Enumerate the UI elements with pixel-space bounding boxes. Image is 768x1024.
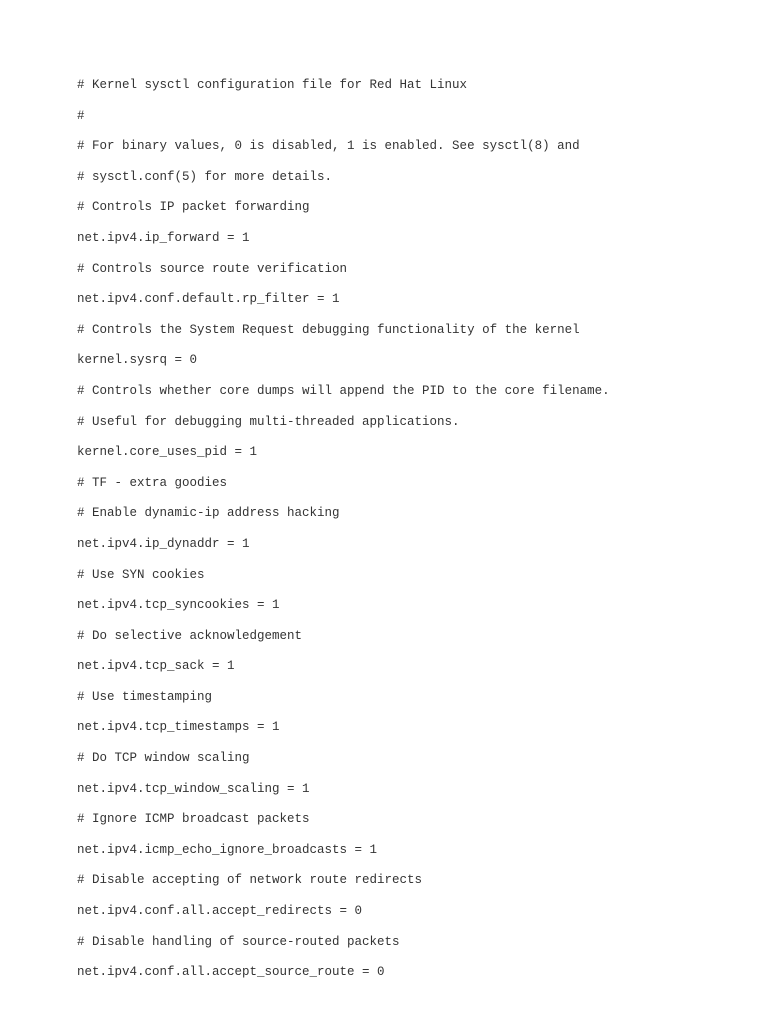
setting-line: net.ipv4.conf.all.accept_source_route = 0 bbox=[77, 965, 385, 980]
setting-line: net.ipv4.tcp_timestamps = 1 bbox=[77, 720, 280, 735]
setting-line: net.ipv4.conf.default.rp_filter = 1 bbox=[77, 292, 340, 307]
comment-line: # Controls IP packet forwarding bbox=[77, 200, 310, 215]
comment-line: # Disable handling of source-routed packets bbox=[77, 934, 400, 949]
setting-line: net.ipv4.tcp_syncookies = 1 bbox=[77, 598, 280, 613]
comment-line: # Kernel sysctl configuration file for Red Hat Linux bbox=[77, 78, 468, 92]
comment-line: # Use timestamping bbox=[77, 689, 213, 704]
comment-line: # Ignore ICMP broadcast packets bbox=[77, 812, 310, 827]
setting-line: net.ipv4.tcp_window_scaling = 1 bbox=[77, 781, 310, 796]
setting-line: net.ipv4.ip_forward = 1 bbox=[77, 230, 250, 245]
setting-line: net.ipv4.tcp_sack = 1 bbox=[77, 659, 235, 674]
comment-line: # Disable accepting of network route redirects bbox=[77, 873, 423, 888]
comment-line: # Do selective acknowledgement bbox=[77, 628, 303, 643]
comment-line: # Enable dynamic-ip address hacking bbox=[77, 506, 340, 521]
comment-line: # Use SYN cookies bbox=[77, 567, 205, 582]
setting-line: kernel.core_uses_pid = 1 bbox=[77, 445, 258, 460]
config-text bbox=[77, 74, 610, 992]
setting-line: kernel.sysrq = 0 bbox=[77, 353, 198, 368]
comment-line: # TF - extra goodies bbox=[77, 475, 228, 490]
comment-line: # Do TCP window scaling bbox=[77, 751, 250, 766]
comment-line: # Useful for debugging multi-threaded applications. bbox=[77, 414, 460, 429]
comment-line: # For binary values, 0 is disabled, 1 is enabled. See sysctl(8) and bbox=[77, 139, 580, 154]
setting-line: net.ipv4.conf.all.accept_redirects = 0 bbox=[77, 904, 363, 919]
comment-line: # sysctl.conf(5) for more details. bbox=[77, 169, 333, 184]
setting-line: net.ipv4.icmp_echo_ignore_broadcasts = 1 bbox=[77, 842, 378, 857]
comment-line: # Controls whether core dumps will append the PID to the core filename. bbox=[77, 383, 610, 398]
comment-line: # Controls the System Request debugging functionality of the kernel bbox=[77, 322, 580, 337]
comment-line: # Controls source route verification bbox=[77, 261, 348, 276]
comment-line: # bbox=[77, 108, 85, 123]
setting-line: net.ipv4.ip_dynaddr = 1 bbox=[77, 536, 250, 551]
